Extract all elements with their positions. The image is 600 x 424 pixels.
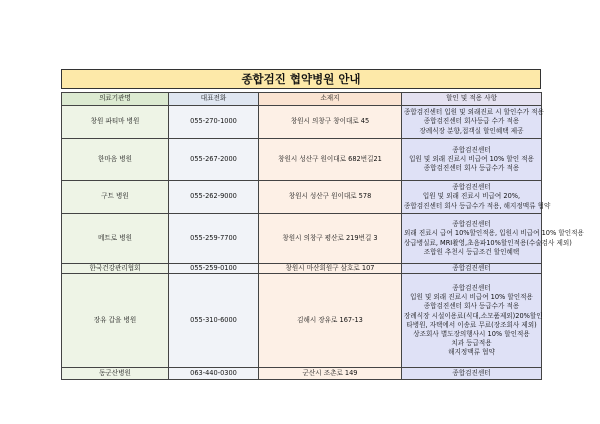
discount-line: 외래 진료시 급여 10%할인적용, 입원시 비급여 10% 할인적용 bbox=[404, 229, 584, 238]
discount-line: 입원 및 외래 진료시 비급여 10% 할인적용 bbox=[410, 293, 533, 302]
address-cell: 군산시 조촌로 149 bbox=[259, 368, 402, 380]
discount-line: 종합검진센터 bbox=[452, 220, 491, 229]
discount-line: 입원 및 외래 진료시 비급여 10% 할인 적용 bbox=[409, 154, 534, 163]
hospital-name-cell: 장유 갑을 병원 bbox=[62, 274, 169, 368]
discount-line: 장례식장 분향,접객실 할인혜택 제공 bbox=[419, 126, 524, 135]
address-cell: 창원시 의창구 창이대로 45 bbox=[259, 106, 402, 139]
header-hospital-name: 의료기관명 bbox=[62, 93, 169, 106]
hospital-table bbox=[61, 92, 584, 380]
discount-line: 종합검진센터 bbox=[452, 264, 491, 272]
discount-line: 종합검진센터 회사 등급수가 적용, 해지정맥류 협약 bbox=[404, 201, 551, 210]
discount-cell bbox=[402, 181, 551, 214]
discount-line: 조합원 추천시 등급조건 할인혜택 bbox=[423, 247, 520, 256]
header-phone: 대표전화 bbox=[169, 93, 259, 106]
discount-line: 종합검진센터 회사 등급수가 적용 bbox=[423, 164, 520, 173]
phone-cell: 055-267-2000 bbox=[169, 139, 259, 181]
phone-cell: 055-270-1000 bbox=[169, 106, 259, 139]
address-cell: 창원시 의창구 평산로 219번길 3 bbox=[259, 214, 402, 264]
hospital-name-cell: 창원 파티마 병원 bbox=[62, 106, 169, 139]
phone-cell: 055-259-0100 bbox=[169, 264, 259, 274]
discount-line: 상급병실료, MRI촬영,초음파10%할인적용(수술검사 제외) bbox=[404, 238, 572, 247]
table-row bbox=[62, 181, 542, 214]
discount-line: 입원 및 외래 진료시 비급여 20%, bbox=[422, 192, 521, 201]
phone-cell: 063-440-0300 bbox=[169, 368, 259, 380]
discount-line: 상조회사 별도장의행사시 10% 할인적용 bbox=[413, 329, 530, 338]
page-title: 종합검진 협약병원 안내 bbox=[61, 69, 541, 89]
hospital-name-cell: 구트 병원 bbox=[62, 181, 169, 214]
discount-line: 종합검진센터 bbox=[452, 183, 491, 192]
hospital-name-cell: 한국건강관리협회 bbox=[62, 264, 169, 274]
header-discount: 할인 및 적용 사항 bbox=[402, 93, 542, 106]
discount-cell bbox=[402, 274, 542, 368]
discount-line: 종합검진센터 회사등급 수가 적용 bbox=[423, 117, 520, 126]
address-cell: 창원시 성산구 원이대로 578 bbox=[259, 181, 402, 214]
table-header-row bbox=[62, 93, 542, 106]
phone-cell: 055-262-9000 bbox=[169, 181, 259, 214]
hospital-name-cell: 동군산병원 bbox=[62, 368, 169, 380]
discount-line: 장례식장 시설이용료(식대,소모품제외)20%할인 bbox=[404, 311, 543, 320]
table-body bbox=[62, 106, 584, 380]
discount-line: 타병원, 자택에서 이송료 무료(장조회사 제외) bbox=[406, 320, 537, 329]
table-row bbox=[62, 264, 542, 274]
hospital-name-cell: 한마음 병원 bbox=[62, 139, 169, 181]
discount-cell bbox=[402, 368, 542, 380]
discount-cell bbox=[402, 264, 542, 274]
discount-line: 치과 등급적용 bbox=[451, 339, 492, 348]
address-cell: 김해시 장유로 167-13 bbox=[259, 274, 402, 368]
discount-line: 해지정맥류 협약 bbox=[448, 348, 495, 357]
header-address: 소재지 bbox=[259, 93, 402, 106]
table-row bbox=[62, 368, 542, 380]
table-row bbox=[62, 214, 542, 264]
hospital-name-cell: 메트로 병원 bbox=[62, 214, 169, 264]
table-row bbox=[62, 106, 542, 139]
discount-line: 종합검진센터 회사 등급수가 적용 bbox=[423, 302, 520, 311]
discount-line: 종합검진센터 bbox=[452, 145, 491, 154]
address-cell: 창원시 성산구 원이대로 682번길21 bbox=[259, 139, 402, 181]
discount-line: 종합검진센터 입원 및 외래진료 시 할인수가 적용 bbox=[404, 108, 544, 117]
document bbox=[61, 69, 584, 380]
phone-cell: 055-259-7700 bbox=[169, 214, 259, 264]
address-cell: 창원시 마산회원구 삼호로 107 bbox=[259, 264, 402, 274]
table-row bbox=[62, 274, 542, 368]
phone-cell: 055-310-6000 bbox=[169, 274, 259, 368]
discount-cell bbox=[402, 106, 542, 139]
discount-cell bbox=[402, 139, 542, 181]
table-row bbox=[62, 139, 542, 181]
discount-line: 종합검진센터 bbox=[452, 369, 491, 378]
discount-line: 종합검진센터 bbox=[452, 283, 491, 292]
discount-cell bbox=[402, 214, 584, 264]
